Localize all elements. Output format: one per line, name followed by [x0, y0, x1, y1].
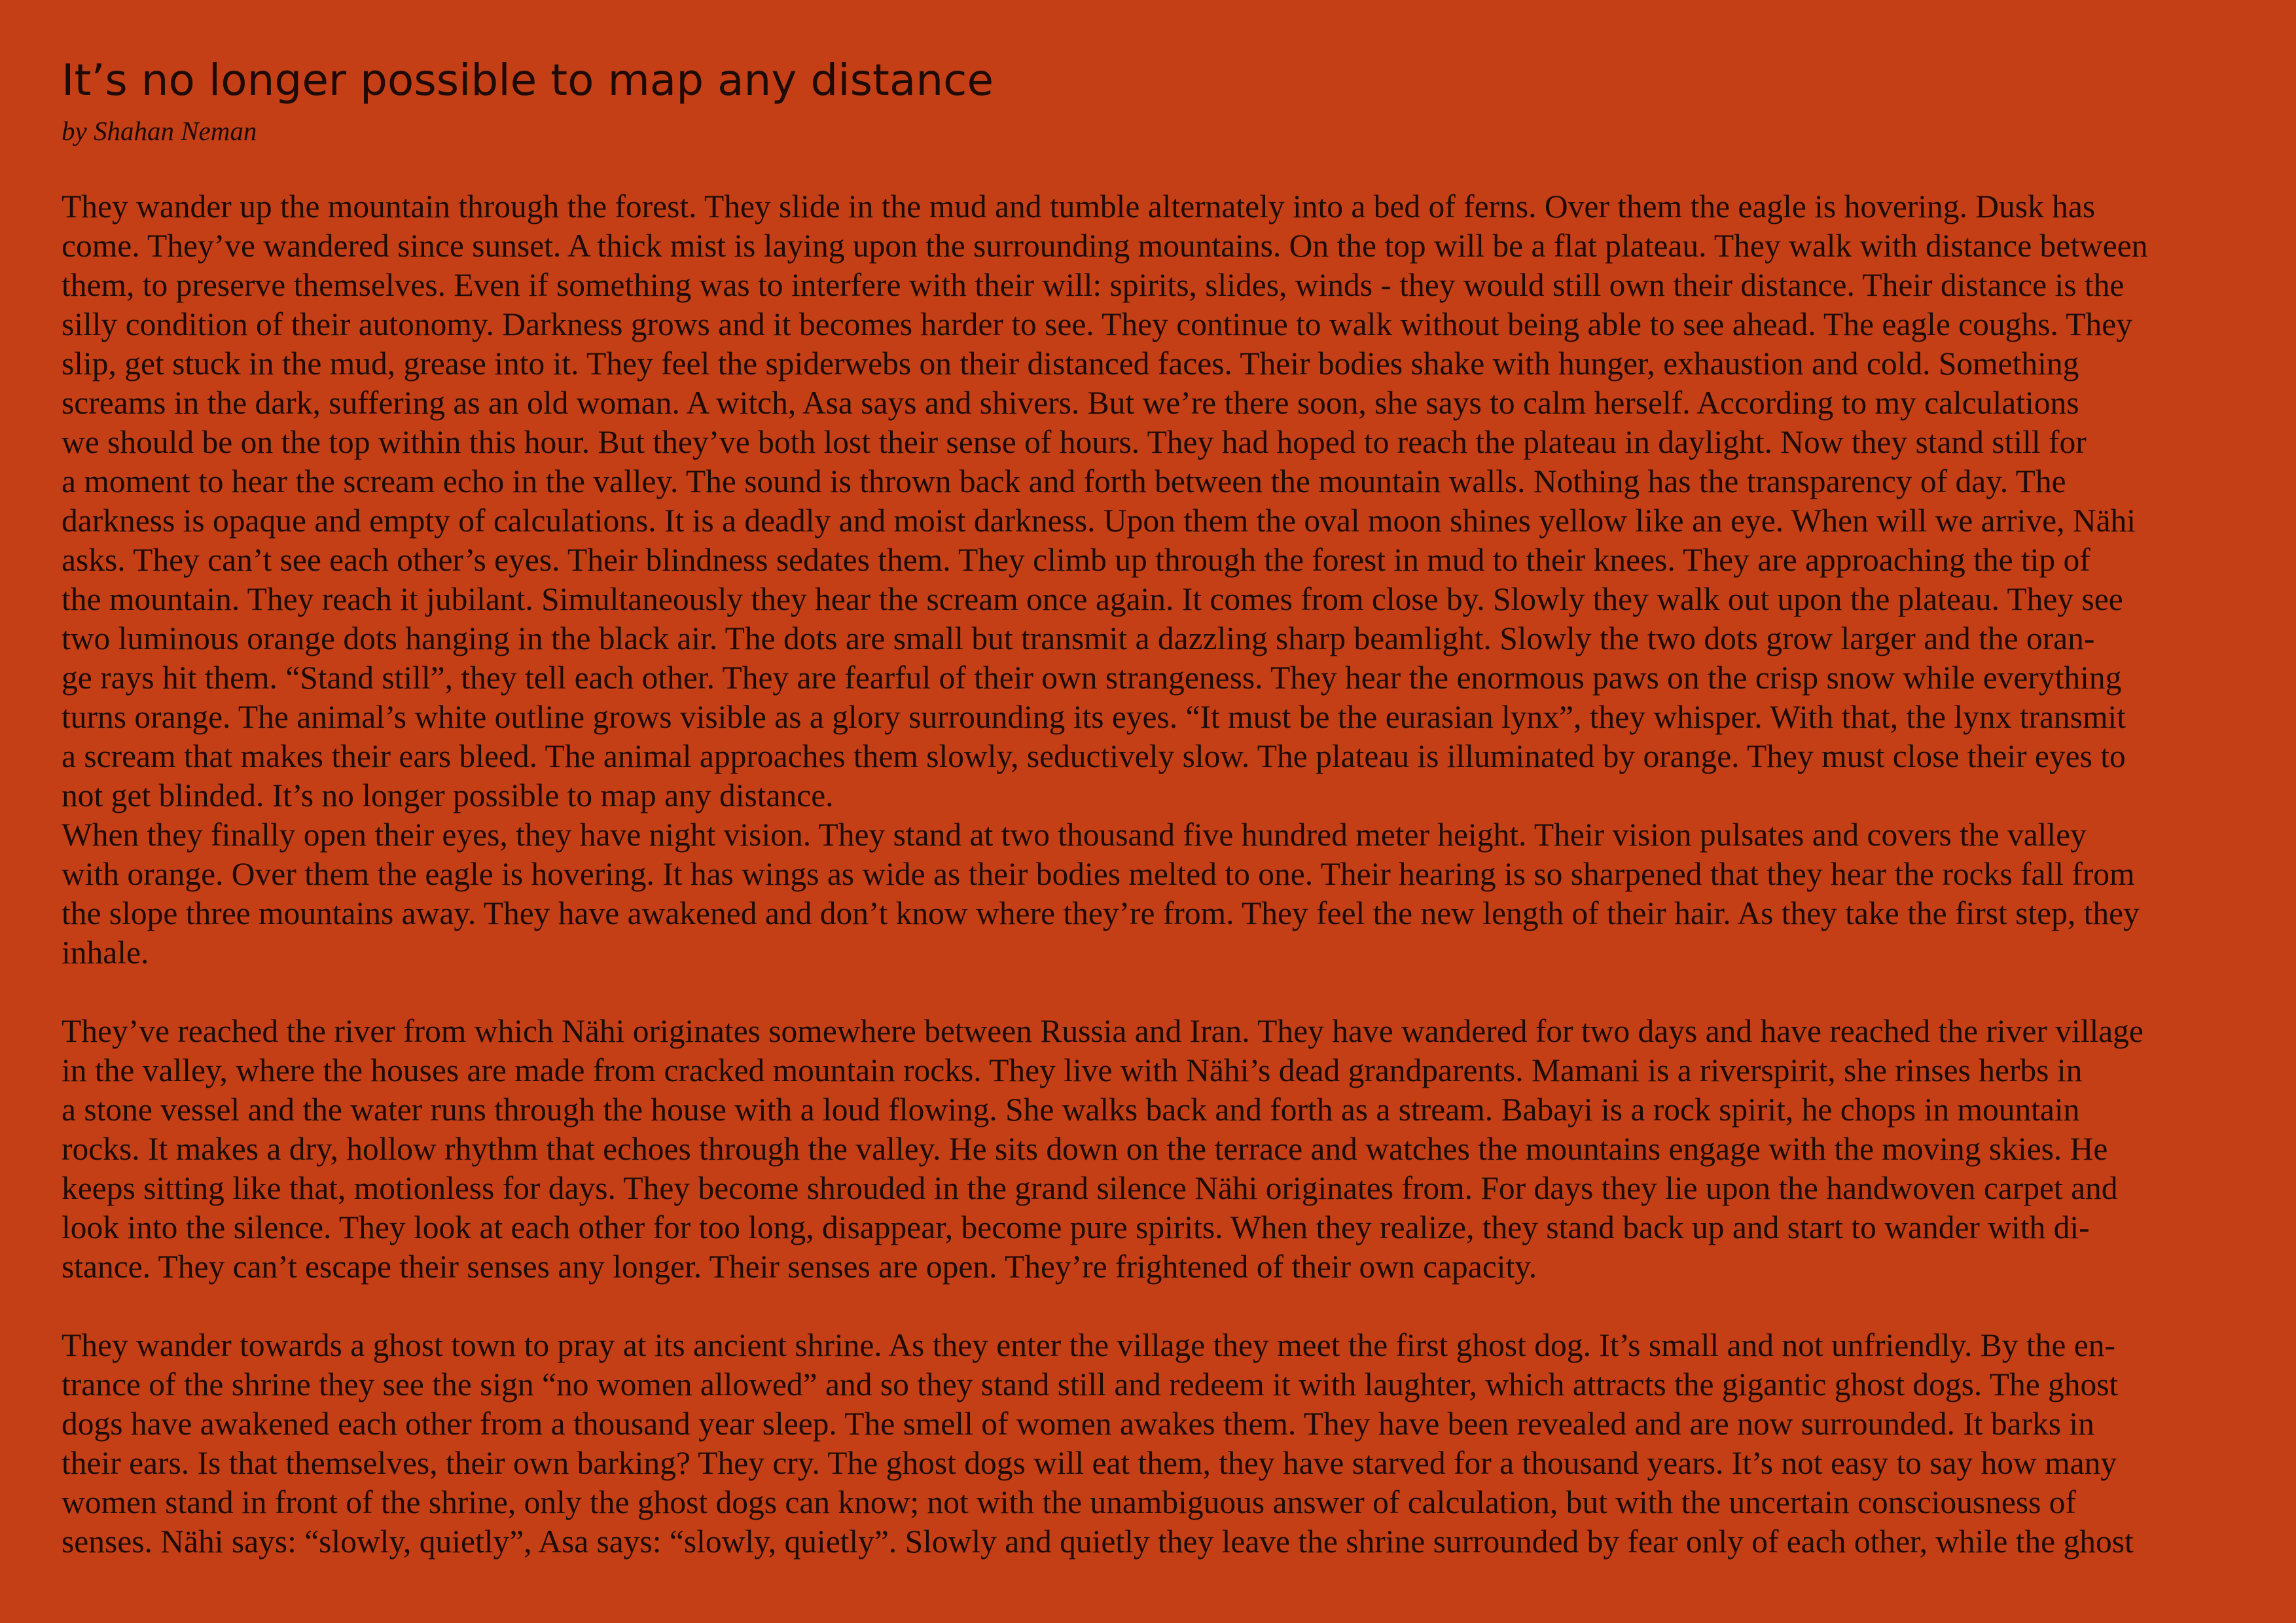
body-paragraph [62, 1326, 2234, 1561]
text-line: the slope three mountains away. They have awakened and don’t know where they’re from. They feel the new length of their hair. As they take the first step, they [62, 895, 2140, 931]
text-line: stance. They can’t escape their senses any longer. Their senses are open. They’re frightened of their own capacity. [62, 1249, 1537, 1285]
text-line: not get blinded. It’s no longer possible to map any distance. [62, 777, 834, 813]
text-line: we should be on the top within this hour. But they’ve both lost their sense of hours. They had hoped to reach the plateau in daylight. Now they stand still for [62, 424, 2087, 460]
body-paragraph [62, 815, 2234, 972]
body-paragraph [62, 1012, 2234, 1287]
text-line: silly condition of their autonomy. Darkness grows and it becomes harder to see. They continue to walk without being able to see ahead. The eagle coughs. They [62, 306, 2132, 342]
text-line: dogs have awakened each other from a thousand year sleep. The smell of women awakes them. They have been revealed and are now surrounded. It barks in [62, 1406, 2094, 1442]
text-line: trance of the shrine they see the sign “no women allowed” and so they stand still and redeem it with laughter, which attracts the gigantic ghost dogs. The ghost [62, 1366, 2119, 1402]
text-line: They wander towards a ghost town to pray at its ancient shrine. As they enter the village they meet the first ghost dog. It’s small and not unfriendly. By the en- [62, 1327, 2115, 1363]
text-line: them, to preserve themselves. Even if something was to interfere with their will: spirits, slides, winds - they would still own their distance. Their distance is the [62, 267, 2125, 303]
text-line: inhale. [62, 935, 149, 971]
text-line: ge rays hit them. “Stand still”, they tell each other. They are fearful of their own strangeness. They hear the enormous paws on the crisp snow while everything [62, 660, 2122, 696]
text-line: turns orange. The animal’s white outline grows visible as a glory surrounding its eyes. “It must be the eurasian lynx”, they whisper. With that, the lynx transmit [62, 699, 2126, 735]
text-line: look into the silence. They look at each other for too long, disappear, become pure spirits. When they realize, they stand back up and start to wander with di- [62, 1209, 2090, 1245]
text-line: with orange. Over them the eagle is hovering. It has wings as wide as their bodies melted to one. Their hearing is so sharpened that they hear the rocks fall from [62, 856, 2135, 892]
text-line: rocks. It makes a dry, hollow rhythm that echoes through the valley. He sits down on the terrace and watches the mountains engage with the moving skies. He [62, 1131, 2108, 1167]
text-line: slip, get stuck in the mud, grease into it. They feel the spiderwebs on their distanced faces. Their bodies shake with hunger, exhaustion and cold. Something [62, 346, 2079, 382]
text-line: their ears. Is that themselves, their own barking? They cry. The ghost dogs will eat them, they have starved for a thousand years. It’s not easy to say how many [62, 1445, 2117, 1481]
article-byline: by Shahan Neman [62, 116, 257, 146]
text-line: two luminous orange dots hanging in the black air. The dots are small but transmit a dazzling sharp beamlight. Slowly the two dots grow larger and the oran- [62, 620, 2095, 656]
text-line: come. They’ve wandered since sunset. A thick mist is laying upon the surrounding mountains. On the top will be a flat plateau. They walk with distance between [62, 228, 2148, 264]
text-line: the mountain. They reach it jubilant. Simultaneously they hear the scream once again. It comes from close by. Slowly they walk out upon the plateau. They see [62, 581, 2123, 617]
text-line: They’ve reached the river from which Nähi originates somewhere between Russia and Iran. They have wandered for two days and have reached the river village [62, 1013, 2144, 1049]
text-line: screams in the dark, suffering as an old woman. A witch, Asa says and shivers. But we’re there soon, she says to calm herself. According to my calculations [62, 385, 2079, 421]
text-line: senses. Nähi says: “slowly, quietly”, Asa says: “slowly, quietly”. Slowly and quietly they leave the shrine surrounded by fear only of each other, while the ghost [62, 1524, 2134, 1560]
text-line: When they finally open their eyes, they have night vision. They stand at two thousand five hundred meter height. Their vision pulsates and covers the valley [62, 817, 2087, 853]
text-line: asks. They can’t see each other’s eyes. Their blindness sedates them. They climb up through the forest in mud to their knees. They are approaching the tip of [62, 542, 2090, 578]
text-line: a moment to hear the scream echo in the valley. The sound is thrown back and forth between the mountain walls. Nothing has the transparency of day. The [62, 463, 2066, 499]
body-paragraph [62, 187, 2234, 815]
article-title: It’s no longer possible to map any distance [62, 55, 994, 105]
text-line: a scream that makes their ears bleed. The animal approaches them slowly, seductively slow. The plateau is illuminated by orange. They must close their eyes to [62, 738, 2126, 774]
article-body [62, 187, 2234, 1561]
text-line: They wander up the mountain through the forest. They slide in the mud and tumble alternately into a bed of ferns. Over them the eagle is hovering. Dusk has [62, 188, 2096, 224]
text-line: darkness is opaque and empty of calculations. It is a deadly and moist darkness. Upon them the oval moon shines yellow like an eye. When will we arrive, Nähi [62, 503, 2136, 539]
text-line: in the valley, where the houses are made from cracked mountain rocks. They live with Nähi’s dead grandparents. Mamani is a riverspirit, she rinses herbs in [62, 1052, 2083, 1088]
text-line: keeps sitting like that, motionless for days. They become shrouded in the grand silence Nähi originates from. For days they lie upon the handwoven carpet and [62, 1170, 2118, 1206]
text-line: a stone vessel and the water runs through the house with a loud flowing. She walks back and forth as a stream. Babayi is a rock spirit, he chops in mountain [62, 1092, 2080, 1128]
text-line: women stand in front of the shrine, only the ghost dogs can know; not with the unambiguous answer of calculation, but with the uncertain consciousness of [62, 1484, 2077, 1520]
